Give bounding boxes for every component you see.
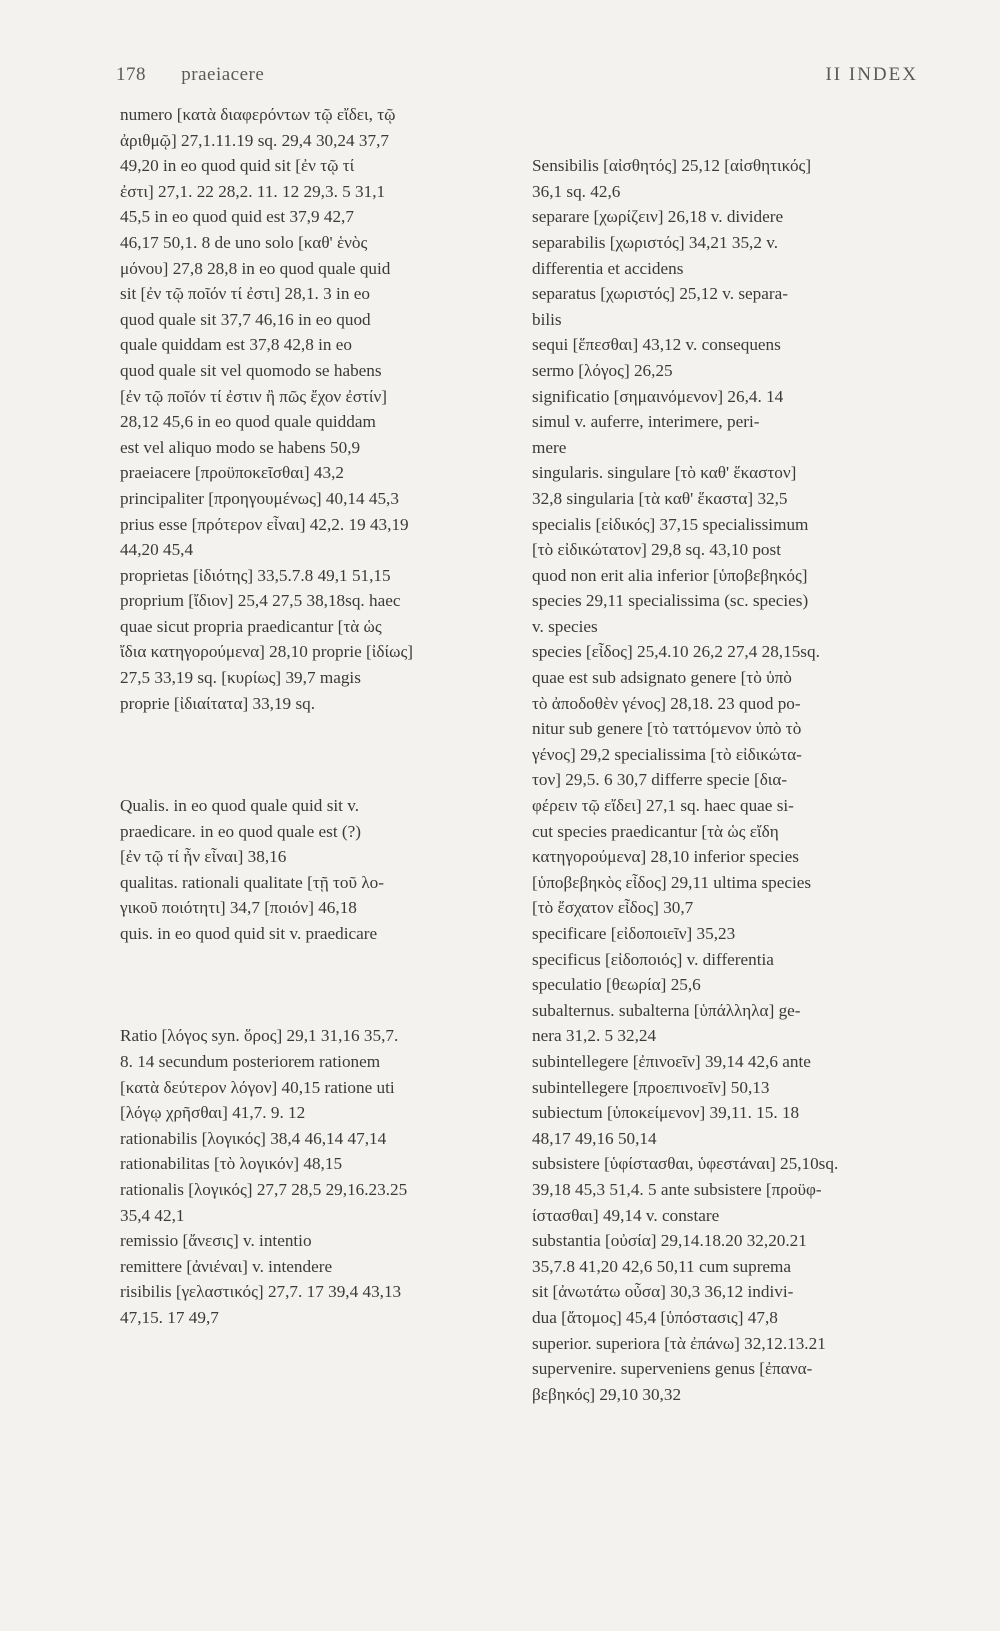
index-line: differentia et accidens xyxy=(532,258,684,278)
index-line: remittere [ἀνιέναι] v. intendere xyxy=(120,1256,333,1276)
index-line: [τὸ εἰδικώτατον] 29,8 sq. 43,10 post xyxy=(532,540,781,560)
index-line: γένος] 29,2 specialissima [τὸ εἰδικώτα- xyxy=(532,744,802,764)
index-line: separatus [χωριστός] 25,12 v. separa- xyxy=(532,284,788,304)
index-line: τὸ ἀποδοθὲν γένος] 28,18. 23 quod po- xyxy=(532,693,801,713)
index-line: ἐστι] 27,1. 22 28,2. 11. 12 29,3. 5 31,1 xyxy=(120,181,386,201)
index-line: 47,15. 17 49,7 xyxy=(120,1307,219,1327)
running-header-left xyxy=(116,64,264,86)
index-line: significatio [σημαινόμενον] 26,4. 14 xyxy=(532,386,784,406)
index-line: nera 31,2. 5 32,24 xyxy=(532,1026,657,1046)
page-number: 178 xyxy=(116,64,146,85)
blank-line xyxy=(120,972,510,998)
index-line: proprium [ἴδιον] 25,4 27,5 38,18sq. haec xyxy=(120,591,401,611)
index-line: risibilis [γελαστικός] 27,7. 17 39,4 43,13 xyxy=(120,1282,402,1302)
index-line: Qualis. in eo quod quale quid sit v. xyxy=(120,796,360,816)
index-line: subalternus. subalterna [ὑπάλληλα] ge- xyxy=(532,1000,801,1020)
index-line: 44,20 45,4 xyxy=(120,540,194,560)
index-line: [ὑποβεβηκὸς εἶδος] 29,11 ultima species xyxy=(532,872,812,892)
index-line: ἴδια κατηγορούμενα] 28,10 proprie [ἰδίως] xyxy=(120,642,413,662)
index-line: subintellegere [ἐπινοεῖν] 39,14 42,6 ante xyxy=(532,1051,811,1071)
index-line: φέρειν τῷ εἴδει] 27,1 sq. haec quae si- xyxy=(532,796,794,816)
blank-line xyxy=(532,128,932,154)
index-line: 36,1 sq. 42,6 xyxy=(532,181,621,201)
index-line: quod quale sit 37,7 46,16 in eo quod xyxy=(120,309,371,329)
index-line: specialis [εἰδικός] 37,15 specialissimum xyxy=(532,514,809,534)
index-line: quod non erit alia inferior [ὑποβεβηκός] xyxy=(532,565,808,585)
index-line: Sensibilis [αἰσθητός] 25,12 [αἰσθητικός] xyxy=(532,156,812,176)
index-line: rationabilis [λογικός] 38,4 46,14 47,14 xyxy=(120,1128,387,1148)
index-line: τον] 29,5. 6 30,7 differre specie [δια- xyxy=(532,770,788,790)
blank-line xyxy=(120,742,510,768)
index-line: quod quale sit vel quomodo se habens xyxy=(120,360,382,380)
index-line: subiectum [ὑποκείμενον] 39,11. 15. 18 xyxy=(532,1103,800,1123)
index-line: βεβηκός] 29,10 30,32 xyxy=(532,1384,682,1404)
index-line: nitur sub genere [τὸ ταττόμενον ὑπὸ τὸ xyxy=(532,719,802,739)
index-line: species 29,11 specialissima (sc. species) xyxy=(532,591,809,611)
index-line: separabilis [χωριστός] 34,21 35,2 v. xyxy=(532,232,778,252)
index-line: simul v. auferre, interimere, peri- xyxy=(532,412,760,432)
index-line: subsistere [ὑφίστασθαι, ὑφεστάναι] 25,10sq. xyxy=(532,1154,839,1174)
index-line: κατηγορούμενα] 28,10 inferior species xyxy=(532,847,799,867)
index-line: praedicare. in eo quod quale est (?) xyxy=(120,821,361,841)
index-line: 35,7.8 41,20 42,6 50,11 cum suprema xyxy=(532,1256,792,1276)
index-line: μόνου] 27,8 28,8 in eo quod quale quid xyxy=(120,258,391,278)
index-line: 28,12 45,6 in eo quod quale quiddam xyxy=(120,412,376,432)
index-line: 46,17 50,1. 8 de uno solo [καθ' ἑνὸς xyxy=(120,232,368,252)
index-line: quis. in eo quod quid sit v. praedicare xyxy=(120,924,378,943)
index-line: subintellegere [προεπινοεῖν] 50,13 xyxy=(532,1077,770,1097)
index-line: 8. 14 secundum posteriorem rationem xyxy=(120,1051,381,1071)
index-line: sermo [λόγος] 26,25 xyxy=(532,360,673,380)
index-line: mere xyxy=(532,437,567,457)
index-line: superior. superiora [τὰ ἐπάνω] 32,12.13.21 xyxy=(532,1333,826,1353)
index-line: 32,8 singularia [τὰ καθ' ἕκαστα] 32,5 xyxy=(532,488,788,508)
blank-line xyxy=(120,767,510,793)
index-line: speculatio [θεωρία] 25,6 xyxy=(532,975,701,995)
index-line: rationabilitas [τὸ λογικόν] 48,15 xyxy=(120,1154,343,1174)
index-line: quae sicut propria praedicantur [τὰ ὡς xyxy=(120,616,382,636)
index-line: specificare [εἰδοποιεῖν] 35,23 xyxy=(532,924,736,943)
index-line: remissio [ἄνεσις] v. intentio xyxy=(120,1231,312,1251)
index-line: numero [κατὰ διαφερόντων τῷ εἴδει, τῷ xyxy=(120,105,396,124)
index-line: [ἐν τῷ τί ἦν εἶναι] 38,16 xyxy=(120,847,287,867)
index-line: 49,20 in eo quod quid sit [ἐν τῷ τί xyxy=(120,156,355,176)
index-line: qualitas. rationali qualitate [τῇ τοῦ λο- xyxy=(120,872,384,892)
index-line: ἀριθμῷ] 27,1.11.19 sq. 29,4 30,24 37,7 xyxy=(120,130,389,150)
index-line: supervenire. superveniens genus [ἐπανα- xyxy=(532,1359,813,1379)
index-line: bilis xyxy=(532,309,562,329)
index-line: species [εἶδος] 25,4.10 26,2 27,4 28,15sq. xyxy=(532,642,820,662)
index-line: 27,5 33,19 sq. [κυρίως] 39,7 magis xyxy=(120,668,361,688)
index-column-left xyxy=(120,102,510,1331)
index-line: 35,4 42,1 xyxy=(120,1205,185,1225)
index-line: v. species xyxy=(532,616,598,636)
index-line: specificus [εἰδοποιός] v. differentia xyxy=(532,949,774,969)
index-line: [λόγῳ χρῆσθαι] 41,7. 9. 12 xyxy=(120,1103,306,1123)
index-line: ίστασθαι] 49,14 v. constare xyxy=(532,1205,720,1225)
index-line: dua [ἄτομος] 45,4 [ὑπόστασις] 47,8 xyxy=(532,1307,778,1327)
index-line: [κατὰ δεύτερον λόγον] 40,15 ratione uti xyxy=(120,1077,395,1097)
index-line: praeiacere [προϋποκεῖσθαι] 43,2 xyxy=(120,463,344,483)
index-line: [ἐν τῷ ποῖόν τί ἐστιν ἢ πῶς ἔχον ἐστίν] xyxy=(120,386,388,406)
blank-line xyxy=(532,102,932,128)
index-line: 48,17 49,16 50,14 xyxy=(532,1128,657,1148)
blank-line xyxy=(120,998,510,1024)
index-line: principaliter [προηγουμένως] 40,14 45,3 xyxy=(120,488,399,508)
index-line: rationalis [λογικός] 27,7 28,5 29,16.23.25 xyxy=(120,1179,408,1199)
index-line: quae est sub adsignato genere [τὸ ὑπὸ xyxy=(532,668,792,688)
running-title: praeiacere xyxy=(181,64,265,85)
index-line: substantia [οὐσία] 29,14.18.20 32,20.21 xyxy=(532,1231,807,1251)
index-line: sit [ἐν τῷ ποῖόν τί ἐστι] 28,1. 3 in eo xyxy=(120,284,370,304)
index-line: separare [χωρίζειν] 26,18 v. dividere xyxy=(532,207,784,227)
index-column-right xyxy=(532,102,932,1407)
blank-line xyxy=(120,947,510,973)
index-line: sequi [ἕπεσθαι] 43,12 v. consequens xyxy=(532,335,781,355)
index-line: sit [ἀνωτάτω οὖσα] 30,3 36,12 indivi- xyxy=(532,1282,794,1302)
index-line: 39,18 45,3 51,4. 5 ante subsistere [προϋφ- xyxy=(532,1179,822,1199)
index-line: quale quiddam est 37,8 42,8 in eo xyxy=(120,335,352,355)
index-line: singularis. singulare [τὸ καθ' ἕκαστον] xyxy=(532,463,797,483)
section-header: II INDEX xyxy=(825,64,918,85)
blank-line xyxy=(120,716,510,742)
index-line: proprie [ἰδιαίτατα] 33,19 sq. xyxy=(120,693,316,713)
index-line: est vel aliquo modo se habens 50,9 xyxy=(120,437,361,457)
index-line: 45,5 in eo quod quid est 37,9 42,7 xyxy=(120,207,354,227)
index-line: Ratio [λόγος syn. ὅρος] 29,1 31,16 35,7. xyxy=(120,1026,399,1046)
index-line: [τὸ ἔσχατον εἶδος] 30,7 xyxy=(532,898,694,918)
index-line: cut species praedicantur [τὰ ὡς εἴδη xyxy=(532,821,779,841)
index-line: proprietas [ἰδιότης] 33,5.7.8 49,1 51,15 xyxy=(120,565,391,585)
index-line: γικοῦ ποιότητι] 34,7 [ποιόν] 46,18 xyxy=(120,898,357,918)
index-line: prius esse [πρότερον εἶναι] 42,2. 19 43,19 xyxy=(120,514,409,534)
